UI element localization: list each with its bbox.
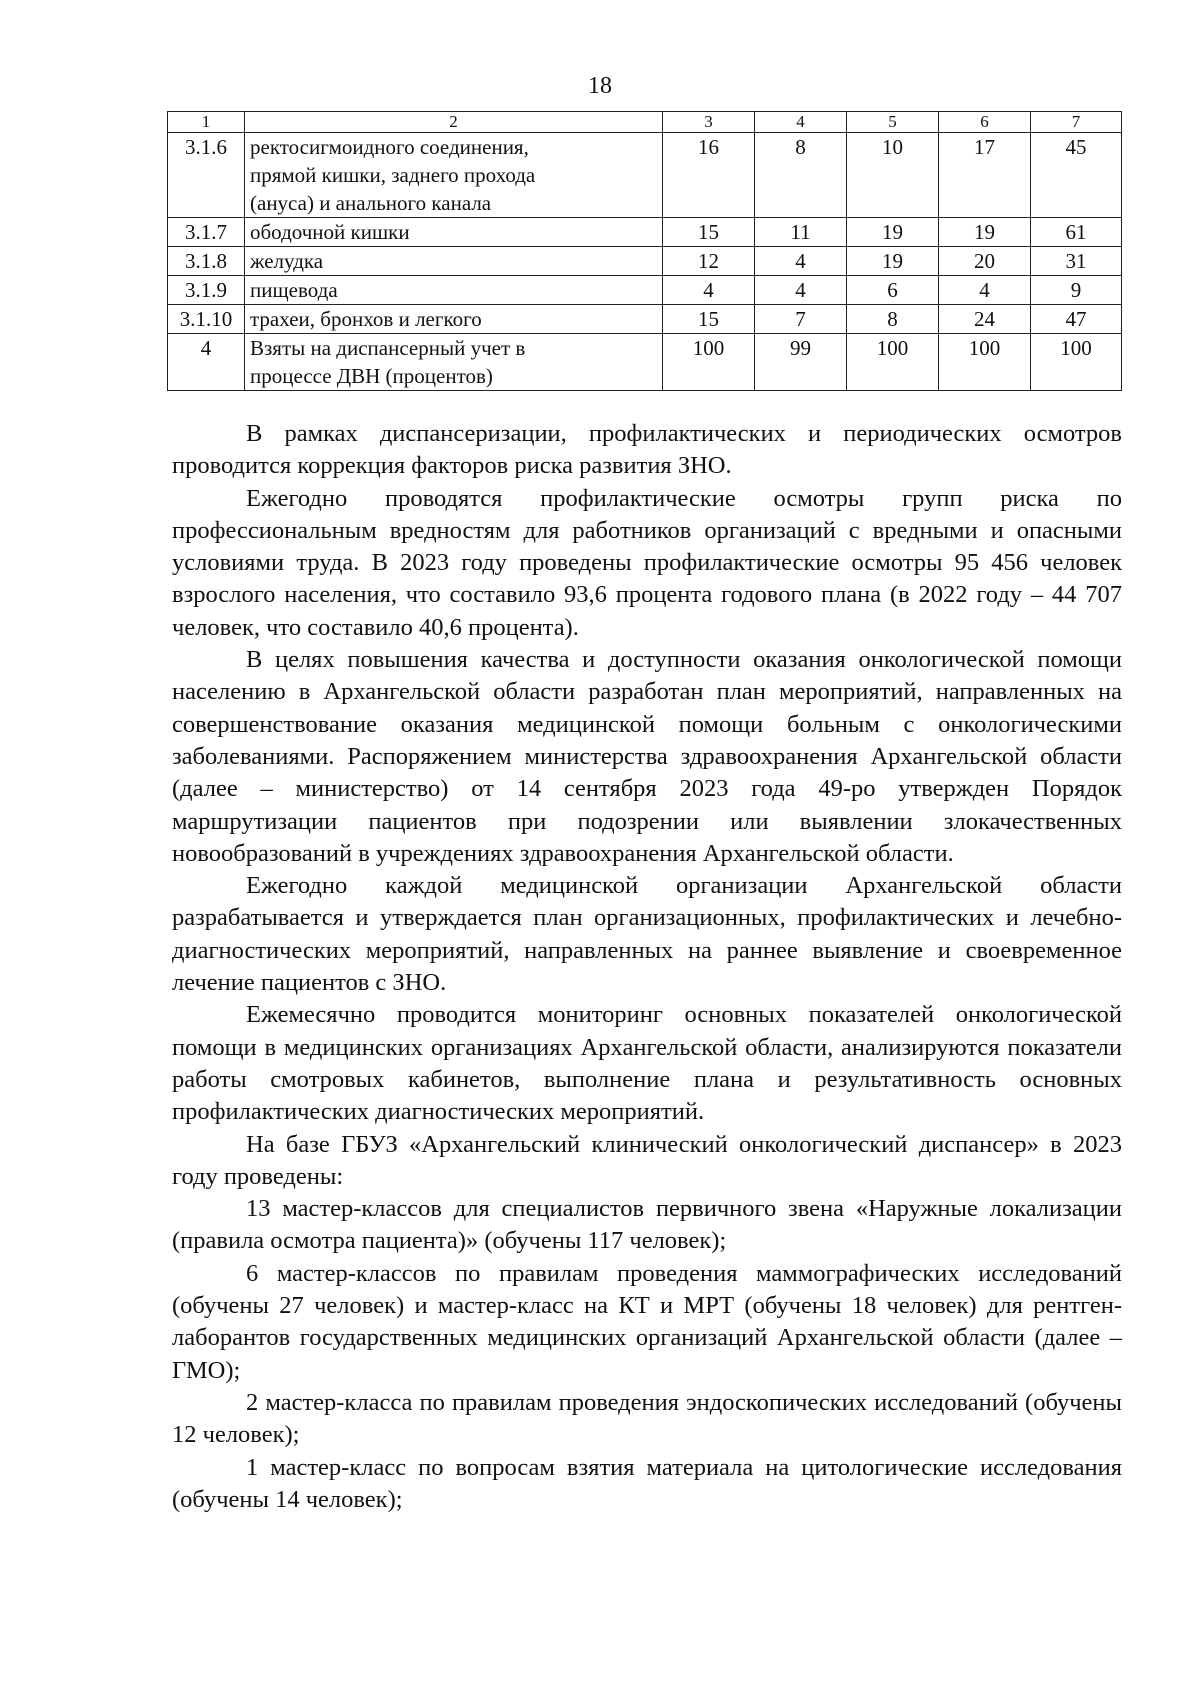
paragraph: Ежемесячно проводится мониторинг основных показателей онкологической помощи в медицинских организациях Архангельской области, анализируются показатели работы смотровых кабинетов, выполнение плана и результативность основных профилактических диагностических мероприятий. xyxy=(172,1001,1122,1126)
cell-value: 100 xyxy=(663,334,755,391)
cell-value: 15 xyxy=(663,305,755,334)
column-number: 7 xyxy=(1031,112,1122,133)
row-code: 3.1.9 xyxy=(168,276,245,305)
cell-value: 31 xyxy=(1031,247,1122,276)
paragraph: Ежегодно проводятся профилактические осмотры групп риска по профессиональным вредностям для работников организаций с вредными и опасными условиями труда. В 2023 году проведены профилактические осмотры 95 456 человек взрослого населения, что составило 93,6 процента годового плана (в 2022 году – 44 707 человек, что составило 40,6 процента). xyxy=(172,484,1122,641)
list-item: 6 мастер-классов по правилам проведения маммографических исследований (обучены 27 человек) и мастер-класс на КТ и МРТ (обучены 18 человек) для рентген-лаборантов государственных медицинских организаций Архангельской области (далее – ГМО); xyxy=(172,1259,1122,1384)
cell-value: 15 xyxy=(663,218,755,247)
column-number: 6 xyxy=(939,112,1031,133)
column-number: 3 xyxy=(663,112,755,133)
cell-value: 47 xyxy=(1031,305,1122,334)
row-code: 3.1.6 xyxy=(168,133,245,218)
cell-value: 4 xyxy=(755,247,847,276)
table-row xyxy=(168,133,1122,218)
table-row xyxy=(168,334,1122,391)
cell-value: 100 xyxy=(847,334,939,391)
cell-value: 20 xyxy=(939,247,1031,276)
cell-value: 8 xyxy=(755,133,847,218)
table-header-row xyxy=(168,112,1122,133)
table-row xyxy=(168,218,1122,247)
paragraph: Ежегодно каждой медицинской организации Архангельской области разрабатывается и утверждается план организационных, профилактических и лечебно-диагностических мероприятий, направленных на раннее выявление и своевременное лечение пациентов с ЗНО. xyxy=(172,872,1122,997)
statistics-table xyxy=(167,111,1122,391)
cell-value: 16 xyxy=(663,133,755,218)
row-name: трахеи, бронхов и легкого xyxy=(245,305,663,334)
table-row xyxy=(168,247,1122,276)
cell-value: 4 xyxy=(663,276,755,305)
cell-value: 12 xyxy=(663,247,755,276)
cell-value: 19 xyxy=(847,247,939,276)
row-name: желудка xyxy=(245,247,663,276)
document-body xyxy=(172,418,1122,1516)
column-number: 2 xyxy=(245,112,663,133)
cell-value: 17 xyxy=(939,133,1031,218)
column-number: 4 xyxy=(755,112,847,133)
cell-value: 100 xyxy=(1031,334,1122,391)
cell-value: 19 xyxy=(939,218,1031,247)
cell-value: 61 xyxy=(1031,218,1122,247)
table-row xyxy=(168,276,1122,305)
cell-value: 100 xyxy=(939,334,1031,391)
row-name: ректосигмоидного соединения, прямой кишки, заднего прохода (ануса) и анального канала xyxy=(245,133,663,218)
row-code: 3.1.10 xyxy=(168,305,245,334)
cell-value: 4 xyxy=(755,276,847,305)
column-number: 5 xyxy=(847,112,939,133)
cell-value: 7 xyxy=(755,305,847,334)
list-item: 13 мастер-классов для специалистов первичного звена «Наружные локализации (правила осмотра пациента)» (обучены 117 человек); xyxy=(172,1195,1122,1255)
cell-value: 9 xyxy=(1031,276,1122,305)
paragraph: На базе ГБУЗ «Архангельский клинический онкологический диспансер» в 2023 году проведены: xyxy=(172,1130,1122,1190)
cell-value: 6 xyxy=(847,276,939,305)
page-number: 18 xyxy=(588,73,612,99)
row-code: 3.1.7 xyxy=(168,218,245,247)
cell-value: 8 xyxy=(847,305,939,334)
cell-value: 4 xyxy=(939,276,1031,305)
paragraph: В рамках диспансеризации, профилактических и периодических осмотров проводится коррекция факторов риска развития ЗНО. xyxy=(172,420,1122,480)
list-item: 2 мастер-класса по правилам проведения эндоскопических исследований (обучены 12 человек); xyxy=(172,1388,1122,1449)
row-name: Взяты на диспансерный учет в процессе ДВН (процентов) xyxy=(245,334,663,391)
cell-value: 45 xyxy=(1031,133,1122,218)
cell-value: 24 xyxy=(939,305,1031,334)
cell-value: 19 xyxy=(847,218,939,247)
row-code: 4 xyxy=(168,334,245,391)
column-number: 1 xyxy=(168,112,245,133)
row-name: пищевода xyxy=(245,276,663,305)
list-item: 1 мастер-класс по вопросам взятия материала на цитологические исследования (обучены 14 человек); xyxy=(172,1453,1122,1513)
row-code: 3.1.8 xyxy=(168,247,245,276)
cell-value: 99 xyxy=(755,334,847,391)
cell-value: 10 xyxy=(847,133,939,218)
paragraph: В целях повышения качества и доступности оказания онкологической помощи населению в Архангельской области разработан план мероприятий, направленных на совершенствование оказания медицинской помощи больным с онкологическими заболеваниями. Распоряжением министерства здравоохранения Архангельской области (далее – министерство) от 14 сентября 2023 года 49-ро утвержден Порядок маршрутизации пациентов при подозрении или выявлении злокачественных новообразований в учреждениях здравоохранения Архангельской области. xyxy=(172,646,1122,867)
table-row xyxy=(168,305,1122,334)
cell-value: 11 xyxy=(755,218,847,247)
row-name: ободочной кишки xyxy=(245,218,663,247)
